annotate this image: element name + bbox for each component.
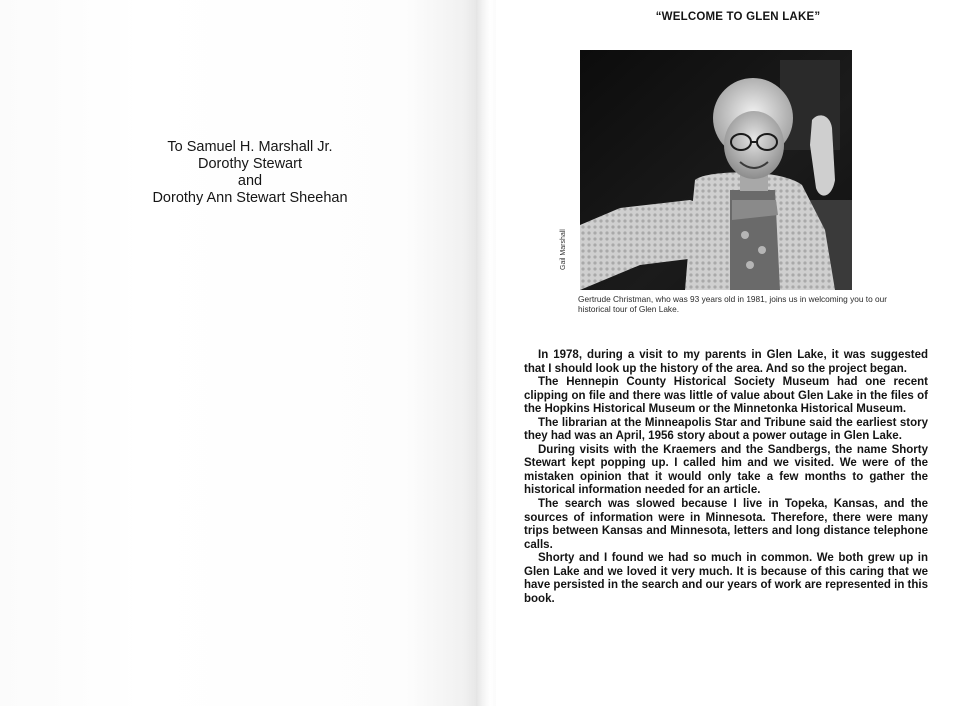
photo-credit: Gail Marshall bbox=[560, 229, 567, 270]
dedication bbox=[100, 139, 400, 207]
paragraph: In 1978, during a visit to my parents in Glen Lake, it was suggested that I should look up the history of the area. And so the project began. bbox=[524, 349, 928, 375]
paragraph: The Hennepin County Historical Society Museum had one recent clipping on file and there was little of value about Glen Lake in the files of the Hopkins Historical Museum or the Minnetonka Historical Museum. bbox=[524, 376, 928, 416]
body-text bbox=[524, 349, 928, 606]
paragraph: The librarian at the Minneapolis Star and Tribune said the earliest story they had was an April, 1956 story about a power outage in Glen Lake. bbox=[524, 416, 928, 443]
photo-caption: Gertrude Christman, who was 93 years old in 1981, joins us in welcoming you to our historical tour of Glen Lake. bbox=[578, 294, 887, 314]
paragraph: During visits with the Kraemers and the Sandbergs, the name Shorty Stewart kept popping up. I called him and we visited. We were of the mistaken opinion that it would only take a few months to gather the historical information needed for an article. bbox=[524, 443, 928, 497]
left-page bbox=[0, 0, 478, 706]
paragraph: The search was slowed because I live in Topeka, Kansas, and the sources of information were in Minnesota. Therefore, there were many trips between Kansas and Minnesota, letters and long distance telephone calls. bbox=[524, 498, 928, 551]
page-title: “WELCOME TO GLEN LAKE” bbox=[655, 11, 821, 23]
dedication-line: and bbox=[237, 173, 263, 189]
book-gutter bbox=[476, 0, 496, 706]
dedication-line: Dorothy Stewart bbox=[198, 156, 302, 172]
paragraph: Shorty and I found we had so much in common. We both grew up in Glen Lake and we loved it very much. It is because of this caring that we have persisted in the search and our years of work are represented in this book. bbox=[524, 552, 928, 605]
dedication-line: To Samuel H. Marshall Jr. bbox=[167, 139, 333, 155]
portrait-image bbox=[580, 50, 852, 290]
dedication-line: Dorothy Ann Stewart Sheehan bbox=[152, 190, 348, 206]
photo-block bbox=[565, 50, 855, 290]
